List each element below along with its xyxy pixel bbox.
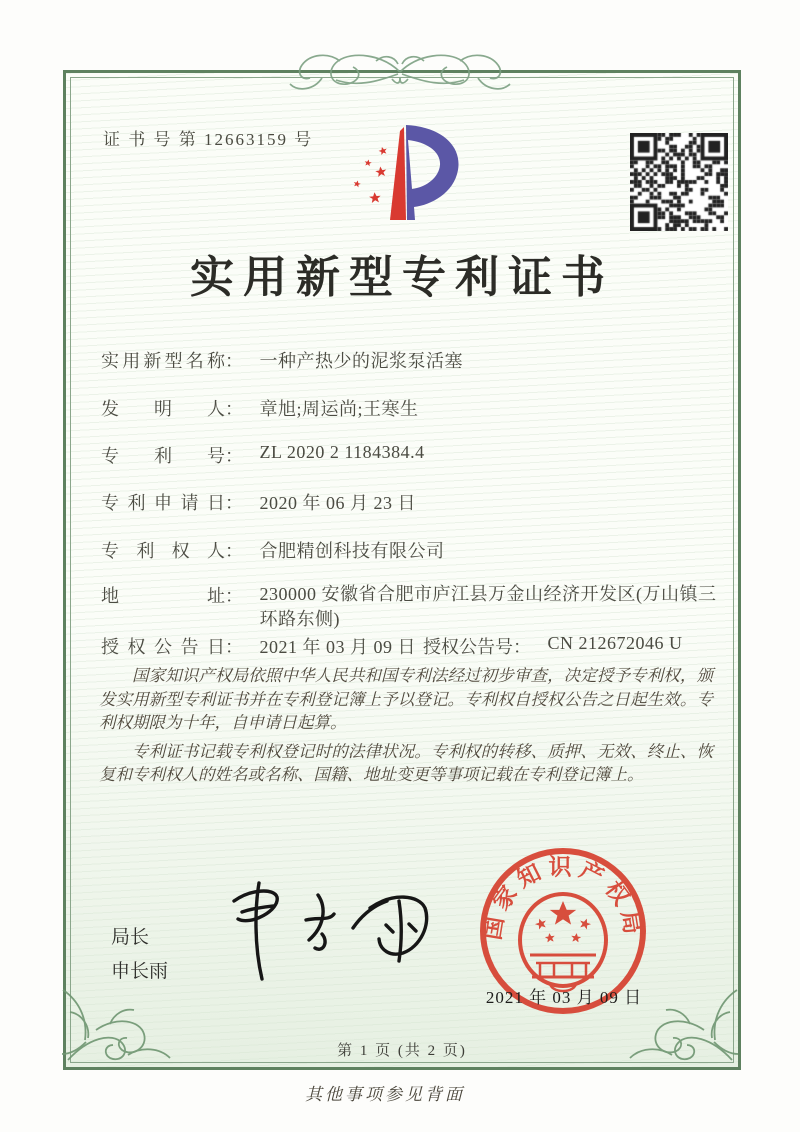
field-row-filing-date: 专利申请日： 2020 年 06 月 23 日: [101, 489, 416, 515]
field-value: 合肥精创科技有限公司: [259, 541, 445, 561]
field-label: 授权公告号: [423, 637, 513, 657]
field-label: 地 址: [101, 586, 225, 606]
field-value: 章旭;周运尚;王寒生: [259, 399, 419, 419]
qr-code-icon: [630, 133, 728, 231]
legal-paragraph-2: 专利证书记载专利权登记时的法律状况。专利权的转移、质押、无效、终止、恢复和专利权人的姓名或名称、国籍、地址变更等事项记载在专利登记簿上。: [99, 741, 713, 784]
green-ornament-corner-icon: [618, 942, 742, 1066]
legal-text: [99, 664, 713, 792]
field-label: 实用新型名称: [101, 351, 225, 371]
field-row-grant: 授权公告日： 2021 年 03 月 09 日 授权公告号： CN 212672046 U: [101, 633, 683, 657]
field-row-address: 地 址： 230000 安徽省合肥市庐江县万金山经济开发区(万山镇三环路东侧): [101, 582, 722, 632]
field-label: 专利申请日: [101, 493, 225, 513]
seal-date: 2021 年 03 月 09 日: [485, 988, 643, 1007]
legal-paragraph-1: 国家知识产权局依照中华人民共和国专利法经过初步审查，决定授予专利权，颁发实用新型专利证书并在专利登记簿上予以登记。专利权自授权公告之日起生效。专利权期限为十年，自申请日起算。: [99, 666, 713, 732]
field-row-inventor: 发 明 人： 章旭;周运尚;王寒生: [101, 395, 419, 421]
field-value: CN 212672046 U: [547, 633, 683, 653]
certificate-frame: [63, 70, 741, 1070]
field-label: 专 利 权 人: [101, 541, 225, 561]
field-value: 一种产热少的泥浆泵活塞: [259, 351, 463, 371]
green-ornament-top-icon: [280, 46, 520, 94]
field-row-patentee: 专 利 权 人： 合肥精创科技有限公司: [101, 537, 445, 563]
officer-name: 申长雨: [111, 961, 169, 982]
national-emblem-icon: [520, 894, 606, 991]
director-signature-icon: [221, 873, 441, 993]
back-note: 其他事项参见背面: [305, 1085, 465, 1105]
certificate-title: 实用新型专利证书: [190, 253, 614, 302]
field-row-patent-no: 专 利 号： ZL 2020 2 1184384.4: [101, 442, 425, 466]
field-value: 2021 年 03 月 09 日: [259, 637, 416, 657]
green-ornament-corner-icon: [58, 942, 182, 1066]
certificate-number: 证 书 号 第 12663159 号: [103, 130, 314, 149]
svg-text:国家知识产权局: [479, 854, 648, 942]
officer-title: 局长: [111, 927, 150, 948]
field-label: 授权公告日: [101, 637, 225, 657]
field-value: 2020 年 06 月 23 日: [259, 493, 416, 513]
field-grant-number: 授权公告号： CN 212672046 U: [423, 633, 683, 657]
field-label: 发 明 人: [101, 399, 225, 419]
field-value: ZL 2020 2 1184384.4: [259, 442, 425, 462]
field-row-name: 实用新型名称： 一种产热少的泥浆泵活塞: [101, 347, 463, 373]
cnipa-logo-icon: [343, 113, 473, 231]
field-label: 专 利 号: [101, 446, 225, 466]
field-value: 230000 安徽省合肥市庐江县万金山经济开发区(万山镇三环路东侧): [259, 584, 717, 629]
seal-text: 国家知识产权局: [478, 853, 648, 942]
page-number: 第 1 页 (共 2 页): [337, 1043, 467, 1059]
